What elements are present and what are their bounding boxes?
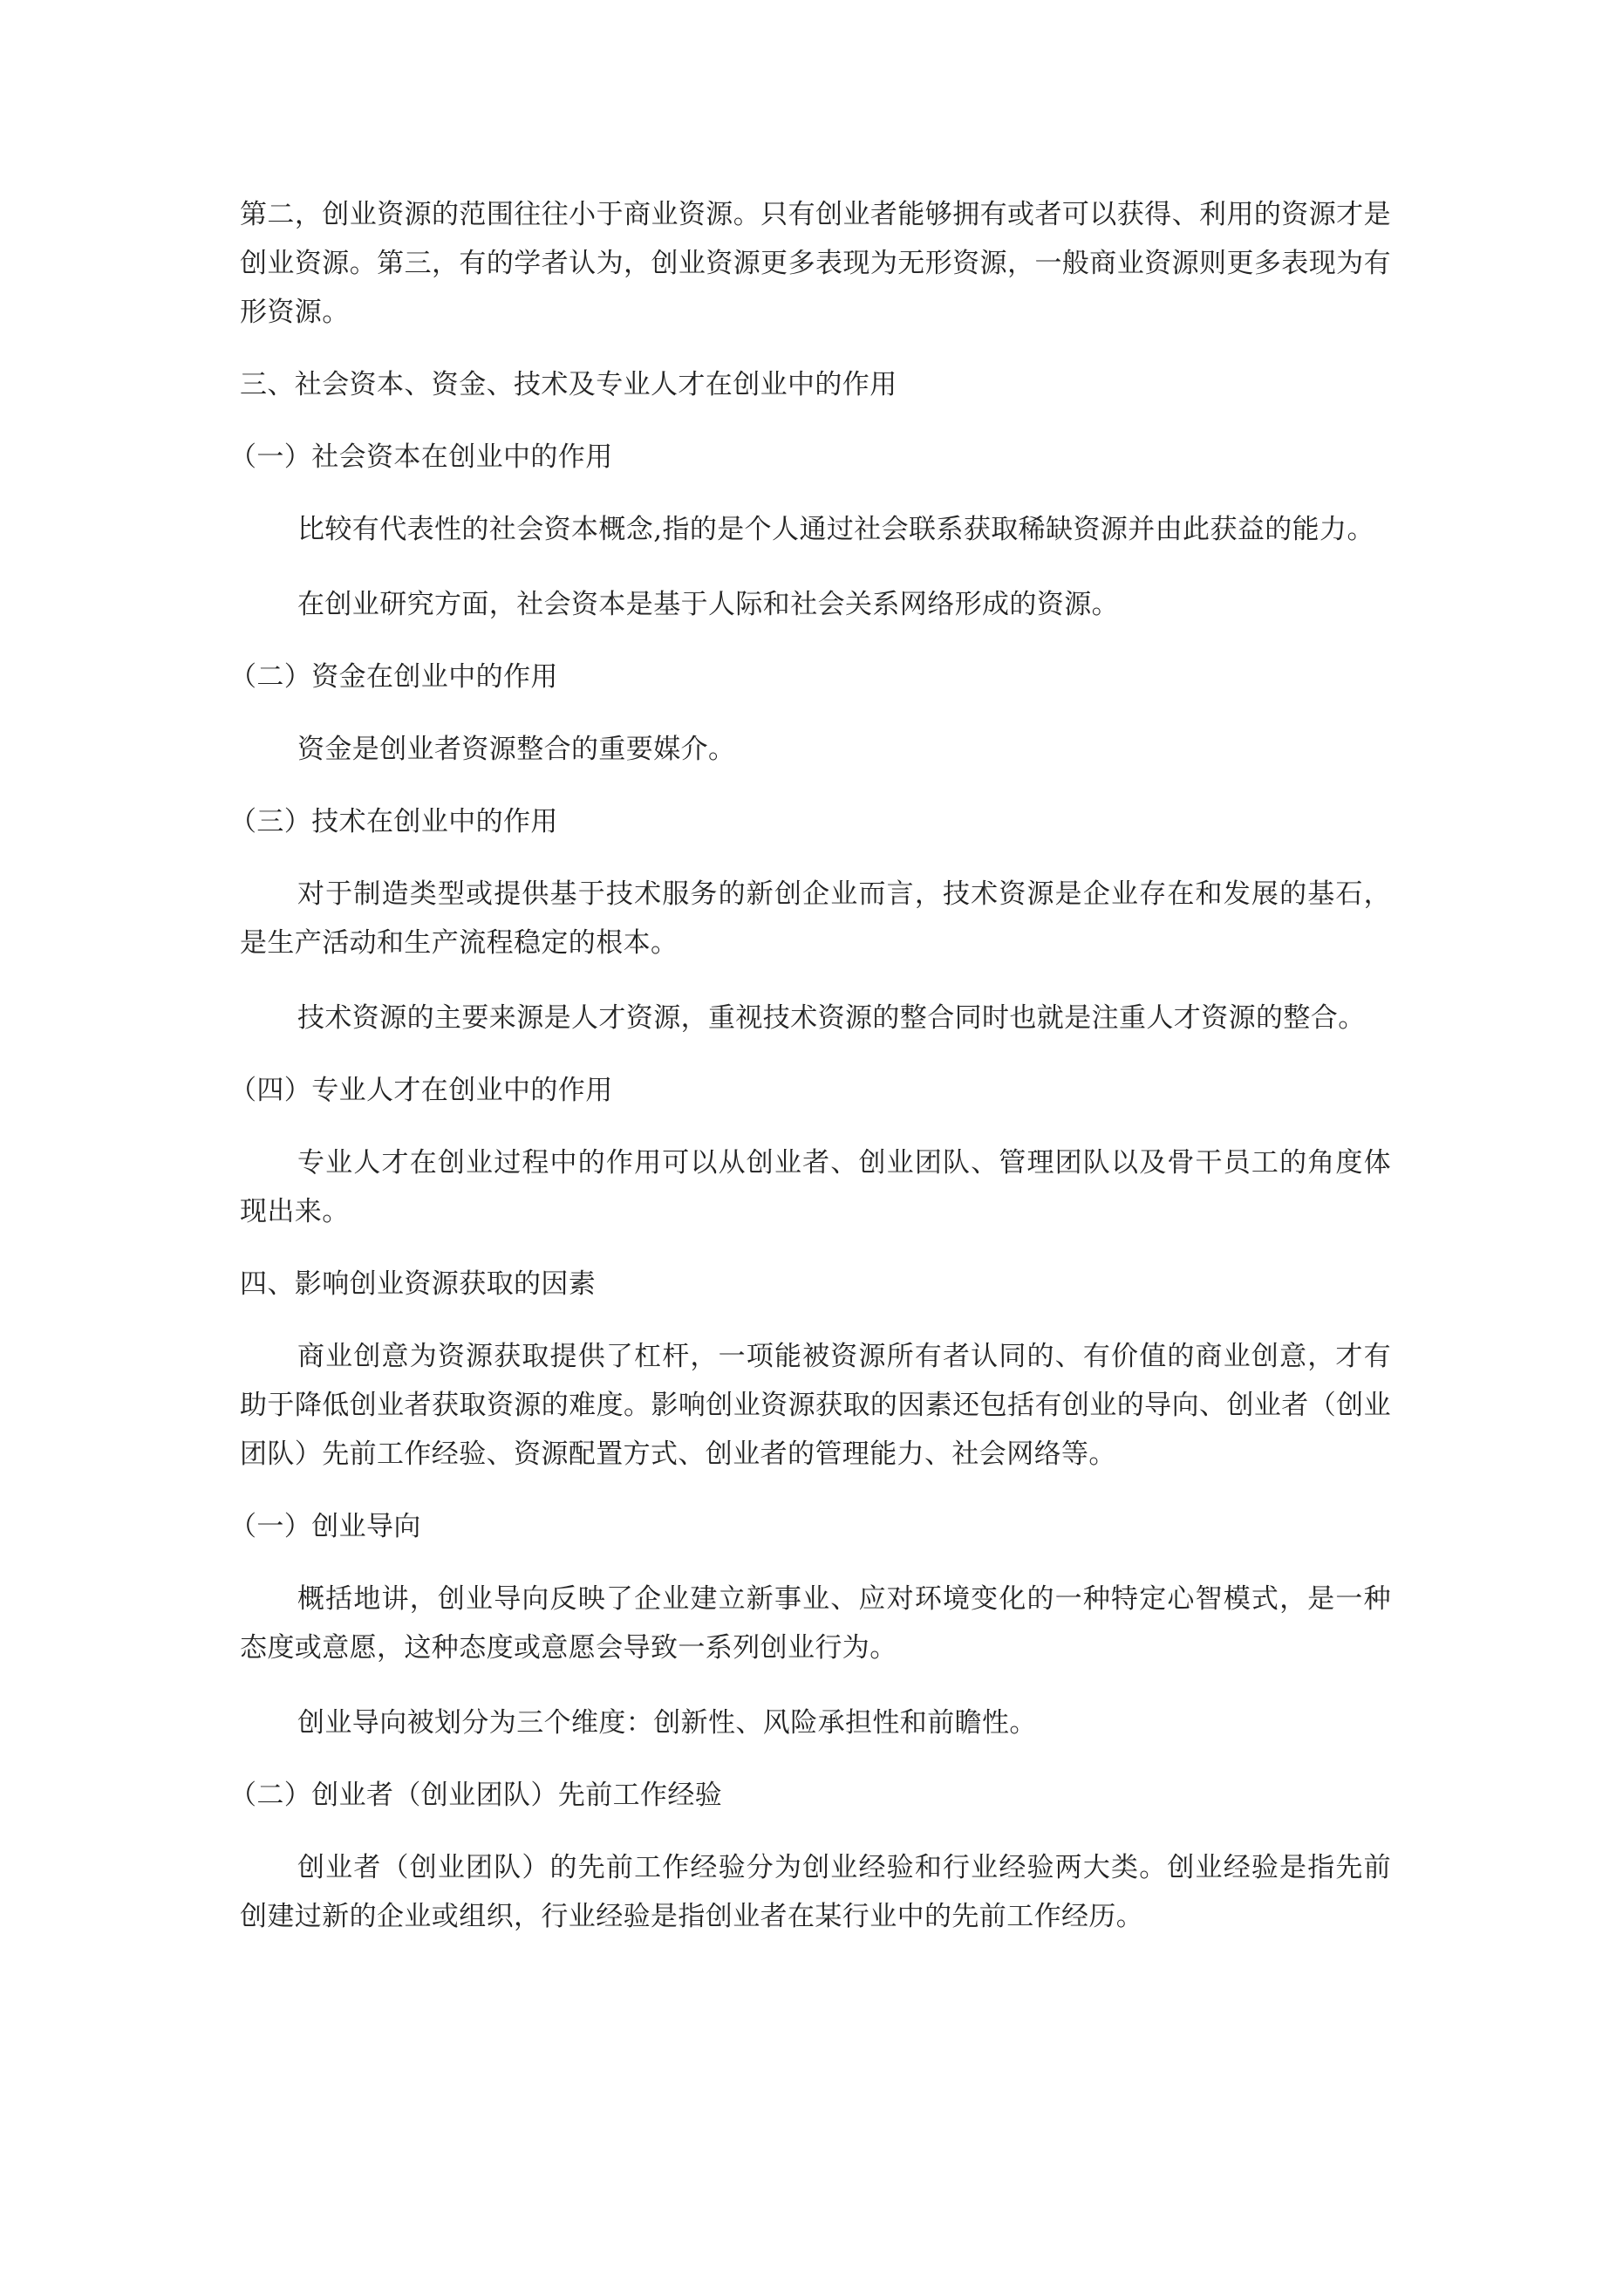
subsection-heading-talent: （四）专业人才在创业中的作用 [229, 1075, 613, 1106]
paragraph-social-capital-research: 在创业研究方面，社会资本是基于人际和社会关系网络形成的资源。 [297, 589, 1119, 620]
paragraph-orientation-definition: 概括地讲，创业导向反映了企业建立新事业、应对环境变化的一种特定心智模式，是一种态度或意愿，这种态度或意愿会导致一系列创业行为。 [240, 1583, 1391, 1664]
subsection-heading-orientation: （一）创业导向 [229, 1511, 421, 1542]
subsection-heading-funds: （二）资金在创业中的作用 [229, 661, 558, 693]
document-body [229, 190, 1391, 1941]
paragraph-funds: 资金是创业者资源整合的重要媒介。 [297, 734, 736, 765]
paragraph-prior-experience: 创业者（创业团队）的先前工作经验分为创业经验和行业经验两大类。创业经验是指先前创建过新的企业或组织，行业经验是指创业者在某行业中的先前工作经历。 [240, 1852, 1391, 1932]
paragraph-talent: 专业人才在创业过程中的作用可以从创业者、创业团队、管理团队以及骨干员工的角度体现出来。 [240, 1147, 1391, 1227]
subsection-heading-prior-experience: （二）创业者（创业团队）先前工作经验 [229, 1780, 723, 1811]
paragraph-business-idea: 商业创意为资源获取提供了杠杆，一项能被资源所有者认同的、有价值的商业创意，才有助于降低创业者获取资源的难度。影响创业资源获取的因素还包括有创业的导向、创业者（创业团队）先前工作经验、资源配置方式、创业者的管理能力、社会网络等。 [240, 1341, 1391, 1470]
paragraph-resource-scope: 第二，创业资源的范围往往小于商业资源。只有创业者能够拥有或者可以获得、利用的资源才是创业资源。第三，有的学者认为，创业资源更多表现为无形资源，一般商业资源则更多表现为有形资源。 [240, 199, 1391, 328]
paragraph-technology-foundation: 对于制造类型或提供基于技术服务的新创企业而言，技术资源是企业存在和发展的基石，是生产活动和生产流程稳定的根本。 [240, 878, 1391, 959]
subsection-heading-social-capital: （一）社会资本在创业中的作用 [229, 441, 613, 473]
section-heading-3: 三、社会资本、资金、技术及专业人才在创业中的作用 [240, 369, 897, 400]
subsection-heading-technology: （三）技术在创业中的作用 [229, 806, 558, 837]
paragraph-social-capital-definition: 比较有代表性的社会资本概念,指的是个人通过社会联系获取稀缺资源并由此获益的能力。 [297, 514, 1374, 545]
section-heading-4: 四、影响创业资源获取的因素 [240, 1268, 597, 1300]
paragraph-technology-talent: 技术资源的主要来源是人才资源，重视技术资源的整合同时也就是注重人才资源的整合。 [297, 1002, 1366, 1034]
paragraph-orientation-dimensions: 创业导向被划分为三个维度：创新性、风险承担性和前瞻性。 [297, 1707, 1037, 1739]
